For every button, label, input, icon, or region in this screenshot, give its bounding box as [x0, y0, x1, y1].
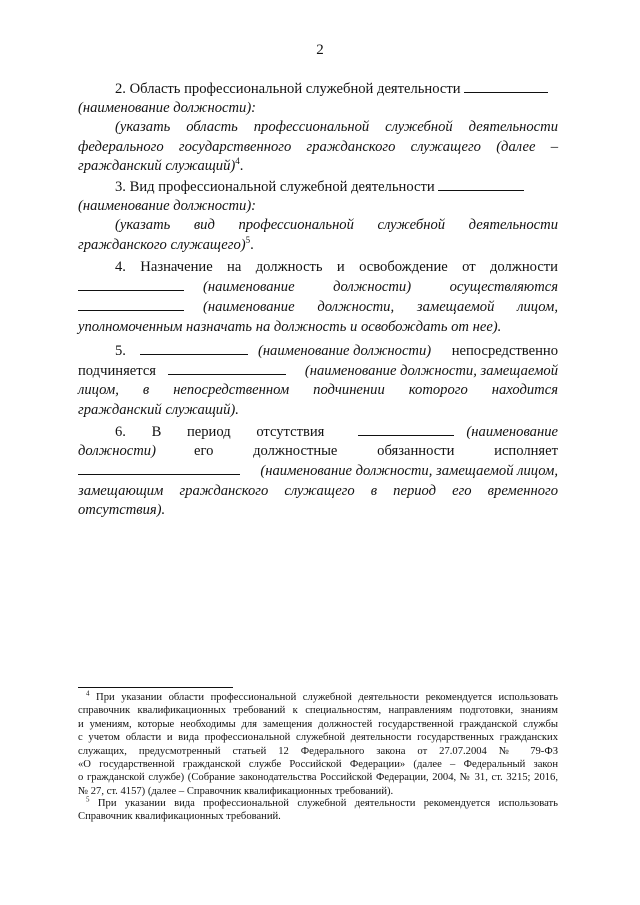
section-5-directly: непосредственно	[451, 343, 558, 359]
section-5-number: 5.	[115, 343, 126, 359]
position-name-label: (наименование должности):	[78, 100, 257, 117]
footnote-ref-5: 5	[245, 234, 251, 245]
section-3-heading: 3. Вид профессиональной служебной деятельности	[115, 179, 435, 195]
blank-field[interactable]	[78, 461, 240, 475]
blank-field[interactable]	[168, 361, 286, 375]
section-6-line-5: отсутствия).	[78, 501, 166, 518]
footnote-4-line: «О государственной гражданской службе Российской Федерации» (далее – Федеральный закон	[78, 759, 558, 771]
section-3-professional-type: 3. Вид профессиональной служебной деятельности (наименование должности): (указать вид профессиональной служебной деятельности гражданского служащего)$^5$.	[78, 179, 558, 253]
section-4-line-4: уполномоченным назначать на должность и освобождать от нее).	[78, 318, 502, 335]
section-3-instruction-2: гражданского служащего)	[78, 236, 246, 253]
footnote-4-line: о гражданской службе) (Собрание законодательства Российской Федерации, 2004, № 31, ст. 3215; 2016,	[78, 772, 558, 784]
page-number: 2	[316, 42, 324, 58]
section-6-duties: его должностные обязанности исполняет	[193, 443, 558, 460]
footnote-4-line: При указании области профессиональной служебной деятельности рекомендуется использовать	[96, 692, 558, 703]
section-5-superior-label: (наименование должности, замещаемой	[304, 363, 558, 380]
footnote-4	[78, 691, 558, 798]
footnote-4-line: справочник квалификационных требований к специальностям, направлениям подготовки, знаниям	[78, 705, 558, 717]
footnote-4-line: и умениям, которые необходимы для замещения должностей государственной гражданской службы	[78, 718, 558, 730]
section-5-subordination	[78, 341, 558, 420]
blank-field[interactable]	[78, 297, 184, 311]
footnote-4-line: с учетом области и вида профессиональной служебной деятельности государственных гражданских	[78, 732, 558, 744]
footnote-5-line: Справочник квалификационных требований.	[78, 811, 281, 823]
footnote-5-line: При указании вида профессиональной служебной деятельности рекомендуется использовать	[97, 798, 558, 809]
footnote-ref-4: 4	[235, 155, 240, 166]
section-6-position-label-2: должности)	[78, 443, 156, 460]
blank-field[interactable]	[464, 79, 548, 93]
position-name-label: (наименование должности):	[78, 198, 257, 215]
section-2-heading: 2. Область профессиональной служебной деятельности	[115, 81, 461, 97]
section-4-line-1: 4. Назначение на должность и освобождение от должности	[115, 259, 558, 275]
footnote-5	[78, 797, 558, 824]
section-6-position-label-1: (наименование	[466, 424, 558, 440]
section-2-instruction-2: федерального государственного гражданского служащего (далее –	[78, 138, 558, 155]
blank-field[interactable]	[438, 177, 524, 191]
section-5-line-3: лицом, в непосредственном подчинении которого находится	[78, 382, 558, 399]
section-2-instruction-3: гражданский служащий)	[78, 157, 236, 174]
footnote-separator	[78, 687, 233, 688]
section-2-instruction-1: (указать область профессиональной служебной деятельности	[115, 119, 558, 136]
section-4-position-label: (наименование должности) осуществляются	[203, 279, 558, 296]
section-4-appointing-label: (наименование должности, замещаемой лицом,	[203, 299, 558, 316]
section-5-position-label: (наименование должности)	[257, 343, 432, 359]
section-4-appointment	[78, 258, 558, 337]
section-6-absence	[78, 422, 558, 520]
section-5-subordinate: подчиняется	[78, 363, 157, 380]
footnote-mark-5: 5	[86, 795, 90, 804]
section-6-heading: 6. В период отсутствия	[115, 424, 325, 440]
blank-field[interactable]	[140, 341, 248, 355]
section-6-replacing-label: (наименование должности, замещаемой лицом,	[260, 463, 558, 480]
footnote-4-line: № 27, ст. 4157) (далее – Справочник квалификационных требований).	[78, 785, 394, 797]
section-3-instruction-1: (указать вид профессиональной служебной деятельности	[115, 217, 558, 234]
section-2-professional-area: 2. Область профессиональной служебной деятельности (наименование должности): (указать область профессиональной служебной деятельности федерального государственного гражданского служащего (далее – гражданский служащий)$^4$.	[78, 81, 558, 174]
footnote-4-line: служащих, предусмотренный статьей 12 Федерального закона от 27.07.2004 № 79-ФЗ	[78, 745, 558, 757]
blank-field[interactable]	[78, 277, 184, 291]
section-6-line-4: замещающим гражданского служащего в период его временного	[78, 482, 558, 499]
blank-field[interactable]	[358, 422, 454, 436]
section-5-line-4: гражданский служащий).	[78, 401, 239, 418]
footnote-mark-4: 4	[86, 689, 90, 698]
